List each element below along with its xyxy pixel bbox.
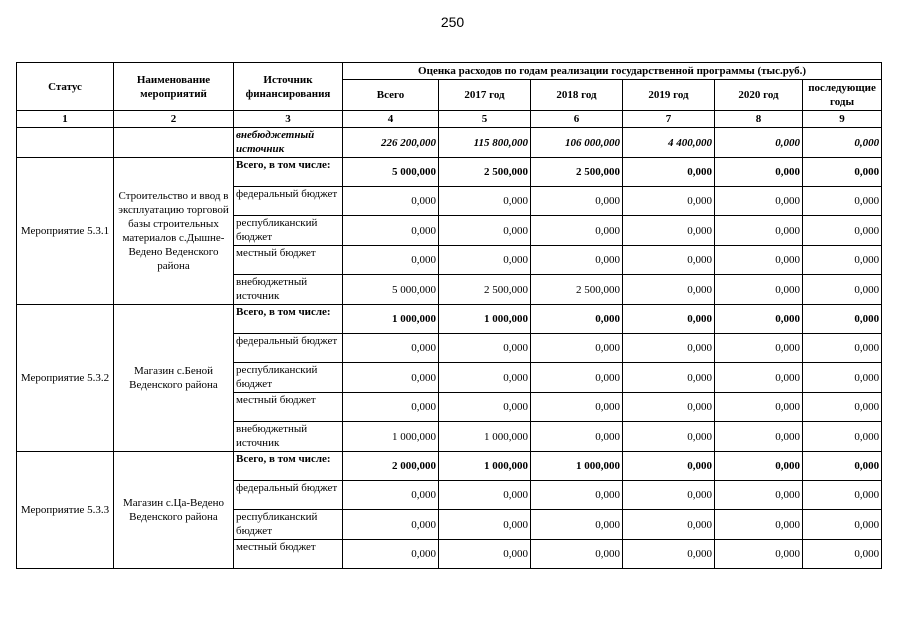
header-source: Источник финансирования xyxy=(234,63,343,111)
value-cell: 2 500,000 xyxy=(439,158,531,187)
source-cell: внебюджетный источник xyxy=(234,275,343,305)
value-cell: 0,000 xyxy=(439,246,531,275)
source-cell: местный бюджет xyxy=(234,246,343,275)
value-cell: 0,000 xyxy=(531,187,623,216)
value-cell: 0,000 xyxy=(343,246,439,275)
value-cell: 0,000 xyxy=(623,363,715,393)
value-cell: 0,000 xyxy=(531,363,623,393)
table-row xyxy=(17,305,882,334)
column-index-cell: 9 xyxy=(803,111,882,128)
value-cell: 0,000 xyxy=(439,216,531,246)
header-estimate: Оценка расходов по годам реализации государственной программы (тыс.руб.) xyxy=(343,63,882,80)
value-cell: 0,000 xyxy=(803,334,882,363)
source-cell: Всего, в том числе: xyxy=(234,305,343,334)
header-2017: 2017 год xyxy=(439,80,531,111)
value-cell: 0,000 xyxy=(803,540,882,569)
event-name-cell: Магазин с.Ца-Ведено Веденского района xyxy=(114,452,234,569)
header-status: Статус xyxy=(17,63,114,111)
column-index-cell: 5 xyxy=(439,111,531,128)
source-cell: внебюджетный источник xyxy=(234,422,343,452)
source-cell: федеральный бюджет xyxy=(234,334,343,363)
value-cell: 0,000 xyxy=(531,246,623,275)
column-index-cell: 3 xyxy=(234,111,343,128)
source-cell: местный бюджет xyxy=(234,393,343,422)
value-cell: 0,000 xyxy=(343,540,439,569)
value-cell: 1 000,000 xyxy=(343,305,439,334)
value-cell: 0,000 xyxy=(803,128,882,158)
value-cell: 0,000 xyxy=(715,158,803,187)
empty-cell xyxy=(17,128,114,158)
value-cell: 2 500,000 xyxy=(439,275,531,305)
page-number: 250 xyxy=(440,14,465,30)
value-cell: 0,000 xyxy=(343,510,439,540)
value-cell: 1 000,000 xyxy=(343,422,439,452)
value-cell: 0,000 xyxy=(623,422,715,452)
event-name-cell: Магазин с.Беной Веденского района xyxy=(114,305,234,452)
source-cell: местный бюджет xyxy=(234,540,343,569)
value-cell: 0,000 xyxy=(715,334,803,363)
value-cell: 5 000,000 xyxy=(343,275,439,305)
value-cell: 0,000 xyxy=(623,275,715,305)
value-cell: 0,000 xyxy=(623,305,715,334)
value-cell: 0,000 xyxy=(343,363,439,393)
value-cell: 1 000,000 xyxy=(531,452,623,481)
value-cell: 0,000 xyxy=(803,452,882,481)
value-cell: 0,000 xyxy=(803,393,882,422)
value-cell: 0,000 xyxy=(803,187,882,216)
value-cell: 0,000 xyxy=(343,481,439,510)
value-cell: 0,000 xyxy=(531,334,623,363)
value-cell: 1 000,000 xyxy=(439,305,531,334)
value-cell: 0,000 xyxy=(623,481,715,510)
value-cell: 0,000 xyxy=(803,305,882,334)
value-cell: 0,000 xyxy=(715,393,803,422)
column-index-cell: 4 xyxy=(343,111,439,128)
value-cell: 0,000 xyxy=(623,187,715,216)
value-cell: 0,000 xyxy=(623,393,715,422)
table-row xyxy=(17,128,882,158)
value-cell: 0,000 xyxy=(439,481,531,510)
value-cell: 0,000 xyxy=(715,187,803,216)
value-cell: 2 500,000 xyxy=(531,158,623,187)
value-cell: 1 000,000 xyxy=(439,422,531,452)
value-cell: 0,000 xyxy=(715,481,803,510)
column-index-cell: 2 xyxy=(114,111,234,128)
value-cell: 0,000 xyxy=(803,481,882,510)
value-cell: 1 000,000 xyxy=(439,452,531,481)
value-cell: 0,000 xyxy=(343,334,439,363)
event-name-cell: Строительство и ввод в эксплуатацию торговой базы строительных материалов с.Дышне-Ведено Веденского района xyxy=(114,158,234,305)
budget-table xyxy=(16,62,882,569)
column-index-cell: 1 xyxy=(17,111,114,128)
value-cell: 0,000 xyxy=(803,275,882,305)
table-body xyxy=(17,111,882,569)
value-cell: 0,000 xyxy=(439,187,531,216)
value-cell: 0,000 xyxy=(439,540,531,569)
value-cell: 0,000 xyxy=(531,422,623,452)
value-cell: 0,000 xyxy=(803,158,882,187)
value-cell: 0,000 xyxy=(439,363,531,393)
source-cell: республиканский бюджет xyxy=(234,363,343,393)
source-cell: Всего, в том числе: xyxy=(234,452,343,481)
empty-cell xyxy=(114,128,234,158)
value-cell: 0,000 xyxy=(343,216,439,246)
value-cell: 0,000 xyxy=(439,334,531,363)
table-row xyxy=(17,452,882,481)
value-cell: 0,000 xyxy=(531,393,623,422)
value-cell: 0,000 xyxy=(803,216,882,246)
value-cell: 0,000 xyxy=(623,540,715,569)
value-cell: 2 500,000 xyxy=(531,275,623,305)
value-cell: 0,000 xyxy=(803,363,882,393)
status-cell: Мероприятие 5.3.3 xyxy=(17,452,114,569)
column-index-cell: 8 xyxy=(715,111,803,128)
value-cell: 115 800,000 xyxy=(439,128,531,158)
value-cell: 0,000 xyxy=(623,510,715,540)
header-name: Наименование мероприятий xyxy=(114,63,234,111)
value-cell: 0,000 xyxy=(803,422,882,452)
value-cell: 0,000 xyxy=(623,246,715,275)
value-cell: 0,000 xyxy=(715,216,803,246)
source-cell: федеральный бюджет xyxy=(234,481,343,510)
source-cell: федеральный бюджет xyxy=(234,187,343,216)
source-cell: Всего, в том числе: xyxy=(234,158,343,187)
header-2018: 2018 год xyxy=(531,80,623,111)
value-cell: 0,000 xyxy=(439,510,531,540)
header-total: Всего xyxy=(343,80,439,111)
value-cell: 0,000 xyxy=(531,540,623,569)
value-cell: 4 400,000 xyxy=(623,128,715,158)
value-cell: 0,000 xyxy=(803,510,882,540)
status-cell: Мероприятие 5.3.1 xyxy=(17,158,114,305)
value-cell: 0,000 xyxy=(531,216,623,246)
value-cell: 0,000 xyxy=(715,452,803,481)
value-cell: 226 200,000 xyxy=(343,128,439,158)
table-row xyxy=(17,158,882,187)
column-index-cell: 6 xyxy=(531,111,623,128)
status-cell: Мероприятие 5.3.2 xyxy=(17,305,114,452)
value-cell: 0,000 xyxy=(715,246,803,275)
source-cell: внебюджетный источник xyxy=(234,128,343,158)
value-cell: 0,000 xyxy=(343,187,439,216)
value-cell: 0,000 xyxy=(531,510,623,540)
value-cell: 2 000,000 xyxy=(343,452,439,481)
source-cell: республиканский бюджет xyxy=(234,510,343,540)
value-cell: 0,000 xyxy=(531,481,623,510)
value-cell: 106 000,000 xyxy=(531,128,623,158)
value-cell: 0,000 xyxy=(439,393,531,422)
value-cell: 0,000 xyxy=(715,305,803,334)
value-cell: 0,000 xyxy=(531,305,623,334)
source-cell: республиканский бюджет xyxy=(234,216,343,246)
value-cell: 5 000,000 xyxy=(343,158,439,187)
column-index-cell: 7 xyxy=(623,111,715,128)
value-cell: 0,000 xyxy=(715,128,803,158)
column-index-row xyxy=(17,111,882,128)
header-next-years: последующие годы xyxy=(803,80,882,111)
value-cell: 0,000 xyxy=(715,275,803,305)
value-cell: 0,000 xyxy=(623,452,715,481)
value-cell: 0,000 xyxy=(715,363,803,393)
value-cell: 0,000 xyxy=(803,246,882,275)
value-cell: 0,000 xyxy=(715,510,803,540)
value-cell: 0,000 xyxy=(715,540,803,569)
value-cell: 0,000 xyxy=(715,422,803,452)
header-2019: 2019 год xyxy=(623,80,715,111)
value-cell: 0,000 xyxy=(343,393,439,422)
header-2020: 2020 год xyxy=(715,80,803,111)
value-cell: 0,000 xyxy=(623,216,715,246)
value-cell: 0,000 xyxy=(623,158,715,187)
value-cell: 0,000 xyxy=(623,334,715,363)
